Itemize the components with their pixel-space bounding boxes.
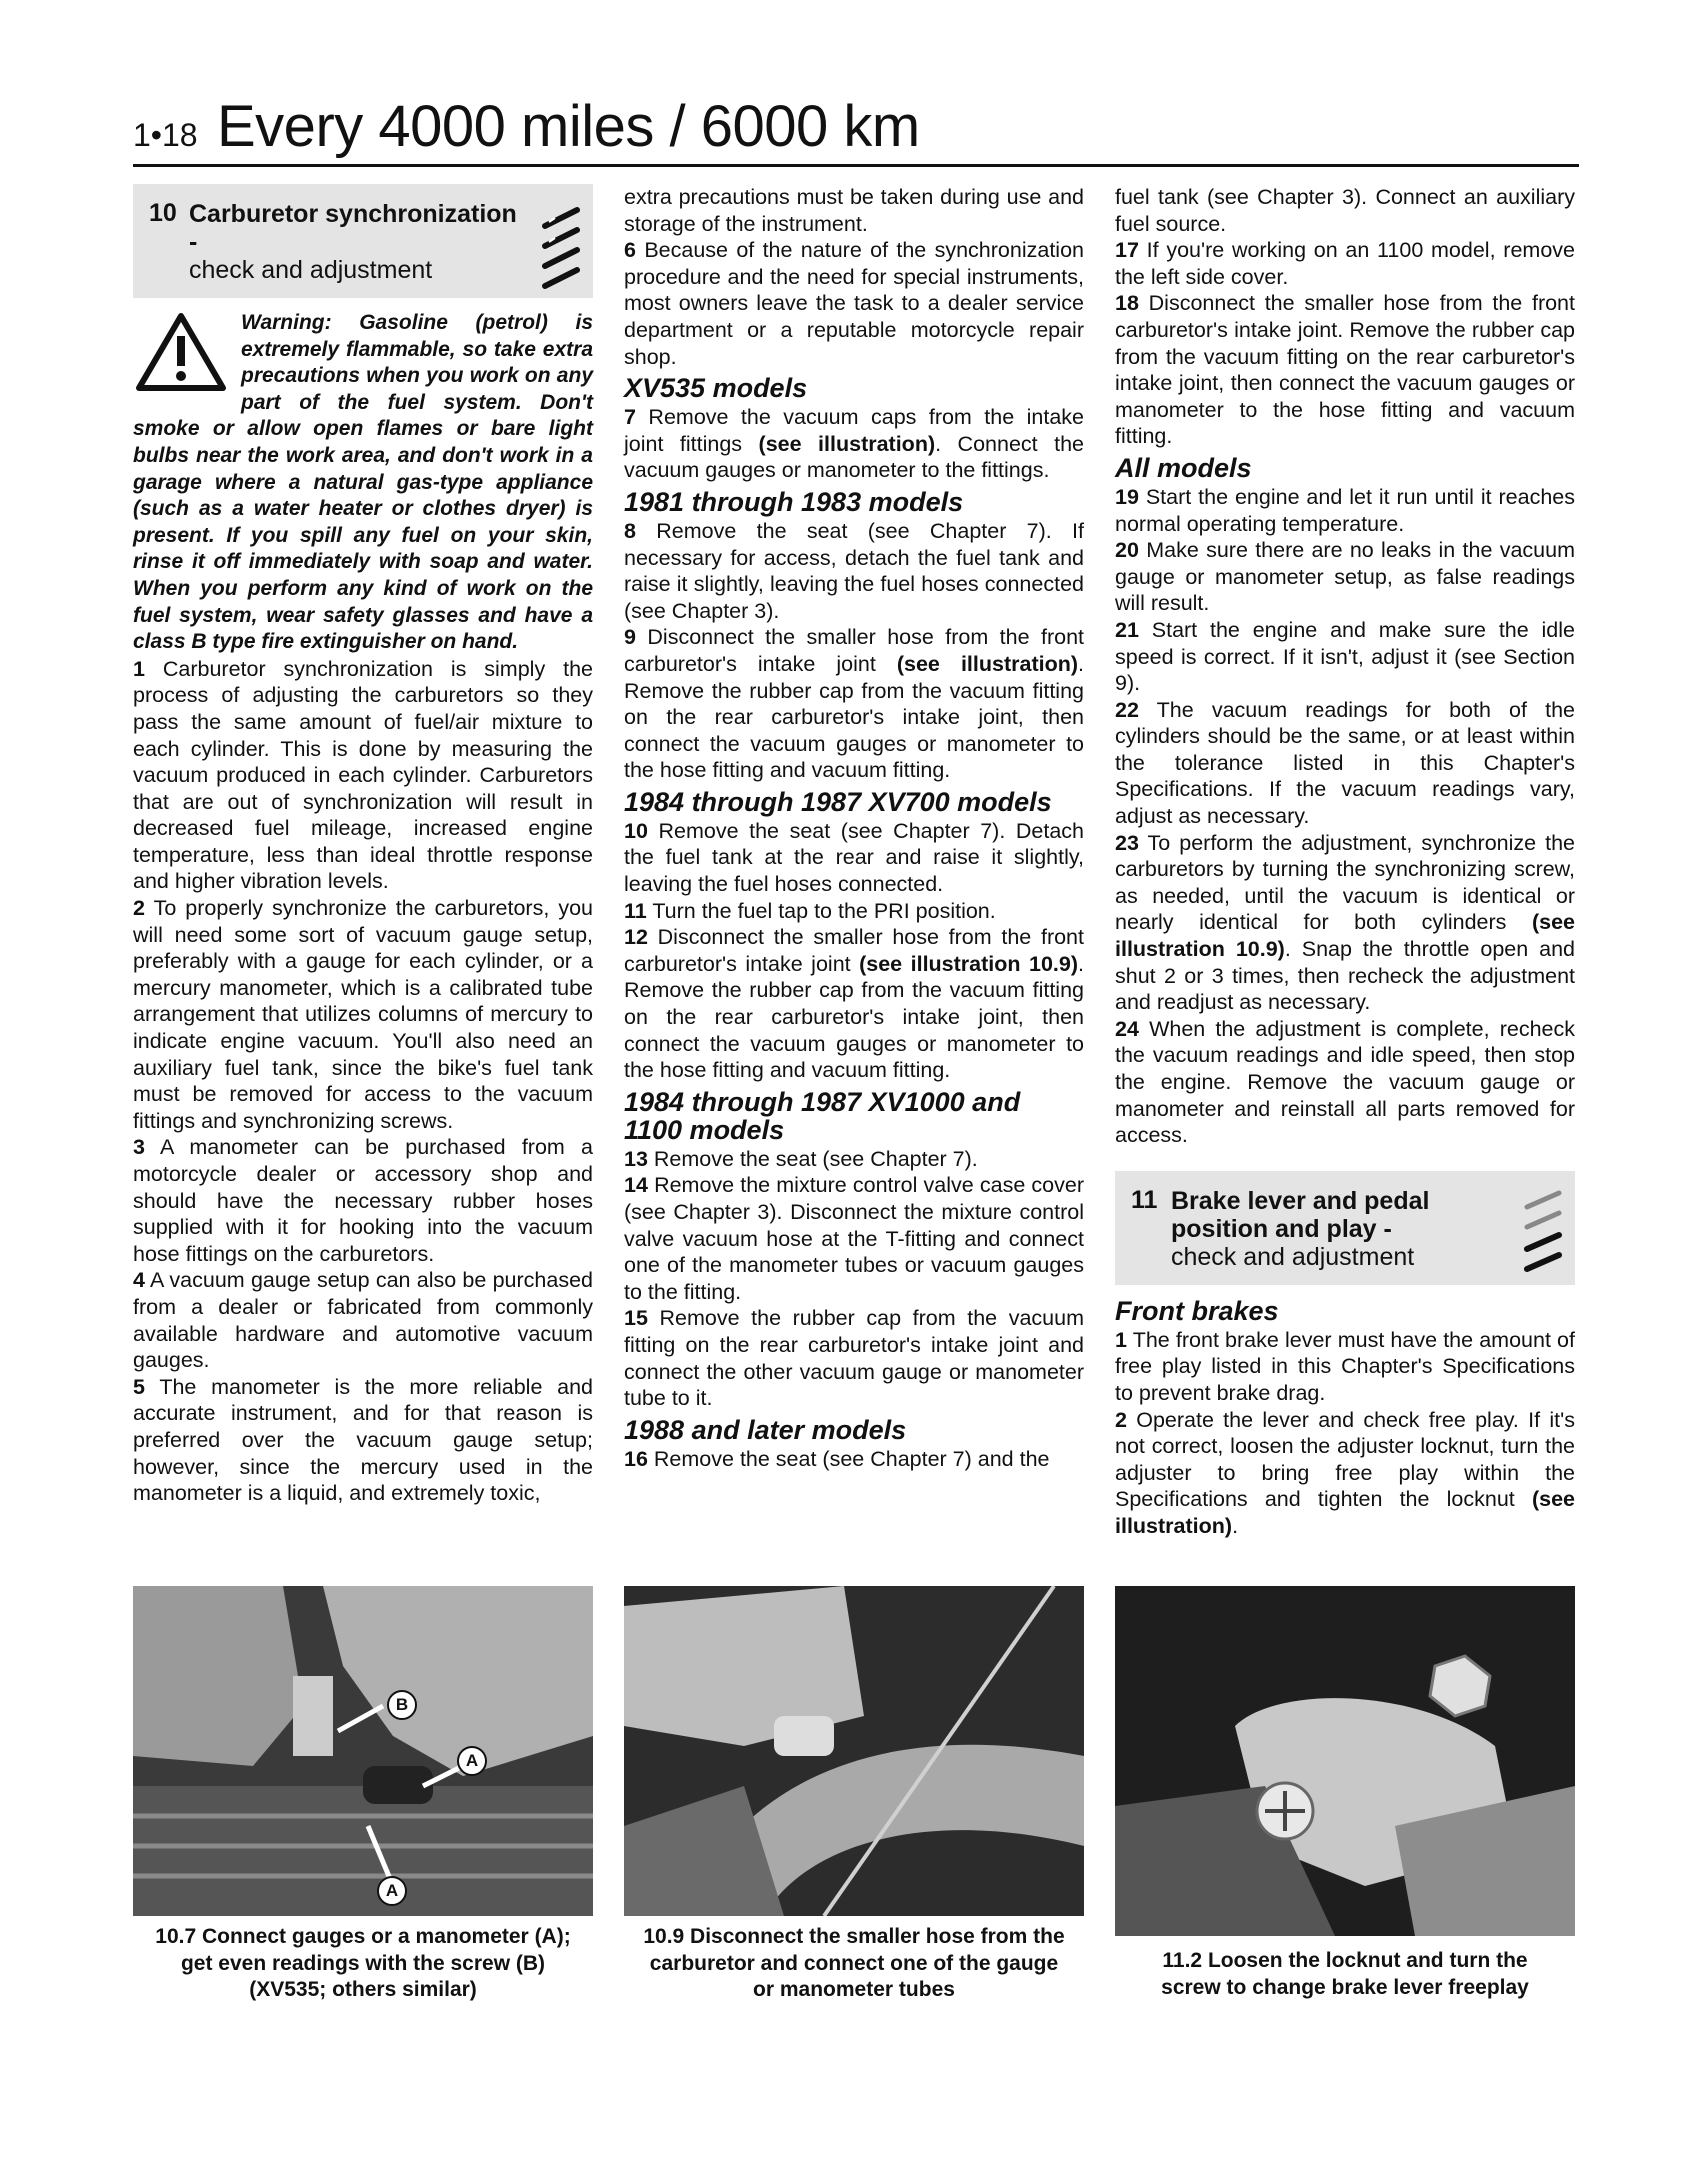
warning-block	[133, 310, 593, 656]
paragraph: 10 Remove the seat (see Chapter 7). Detach the fuel tank at the rear and raise it slightly, leaving the fuel hoses connected.	[624, 818, 1084, 897]
paragraph: 18 Disconnect the smaller hose from the front carburetor's intake joint. Remove the rubber cap from the vacuum fitting on the rear carburetor's intake joint, then connect the vacuum gauges or manometer to the hose fitting and vacuum fitting.	[1115, 291, 1575, 449]
section-title: Carburetor synchronization -	[189, 200, 517, 256]
figure-caption: 10.7 Connect gauges or a manometer (A); get even readings with the screw (B) (XV535; others similar)	[155, 1925, 571, 2002]
section-subtitle: check and adjustment	[1171, 1242, 1415, 1271]
subheading: 1984 through 1987 XV1000 and 1100 models	[624, 1086, 1021, 1145]
paragraph: 7 Remove the vacuum caps from the intake joint fittings (see illustration). Connect the vacuum gauges or manometer to the fittings.	[624, 405, 1085, 483]
subheading: All models	[1115, 452, 1252, 483]
paragraph: 16 Remove the seat (see Chapter 7) and the	[624, 1446, 1050, 1471]
subheading: XV535 models	[624, 373, 808, 404]
paragraph: 1 Carburetor synchronization is simply the process of adjusting the carburetors so they pass the same amount of fuel/air mixture to each cylinder. This is done by measuring the vacuum produced in each cylinder. Carburetors that are out of synchronization will result in decreased fuel mileage, increased engine temperature, less than ideal throttle response and higher vibration levels.	[133, 656, 593, 894]
section-number: 11	[1131, 1185, 1158, 1214]
paragraph: 20 Make sure there are no leaks in the vacuum gauge or manometer setup, as false readings will result.	[1115, 538, 1575, 616]
figure-label-a: A	[457, 1746, 487, 1776]
warning-triangle-icon	[135, 312, 227, 392]
warning-text: Warning: Gasoline (petrol) is extremely flammable, so take extra precautions when you work on any part of the fuel system. Don't smoke or allow open flames or bare light bulbs near the work area, and don't work in a garage where a natural gas-type appliance (such as a water heater or clothes dryer) is present. If you spill any fuel on your skin, rinse it off immediately with soap and water. When you perform any kind of work on the fuel system, wear safety glasses and have a class B type fire extinguisher on hand.	[133, 311, 593, 654]
paragraph: 3 A manometer can be purchased from a motorcycle dealer or accessory shop and should have the necessary rubber hoses supplied with it for hooking into the vacuum hose fittings on the carburetors.	[133, 1135, 593, 1266]
paragraph: 22 The vacuum readings for both of the cylinders should be the same, or at least within the tolerance listed in this Chapter's Specifications. If the vacuum readings vary, adjust as necessary.	[1115, 697, 1575, 829]
subheading: 1988 and later models	[624, 1414, 907, 1445]
paragraph: 1 The front brake lever must have the amount of free play listed in this Chapter's Specifications to prevent brake drag.	[1115, 1327, 1575, 1405]
figure-caption: 10.9 Disconnect the smaller hose from the carburetor and connect one of the gauge or manometer tubes	[643, 1925, 1065, 2002]
section-10-heading	[133, 184, 593, 298]
column-3	[1115, 184, 1575, 1540]
subheading: 1981 through 1983 models	[624, 486, 964, 517]
section-11-heading	[1115, 1171, 1575, 1285]
paragraph: 14 Remove the mixture control valve case cover (see Chapter 3). Disconnect the mixture control valve vacuum hose at the T-fitting and connect one of the manometer tubes or vacuum gauges to the fitting.	[624, 1173, 1084, 1304]
paragraph: 8 Remove the seat (see Chapter 7). If necessary for access, detach the fuel tank and raise it slightly, leaving the fuel hoses connected (see Chapter 3).	[624, 518, 1084, 623]
paragraph: 15 Remove the rubber cap from the vacuum fitting on the rear carburetor's intake joint and connect the other vacuum gauge or manometer tube to it.	[624, 1306, 1084, 1411]
page-title: Every 4000 miles / 6000 km	[217, 94, 920, 159]
paragraph: 12 Disconnect the smaller hose from the front carburetor's intake joint (see illustration 10.9). Remove the rubber cap from the vacuum fitting on the rear carburetor's intake joint, then connect the vacuum gauges or manometer to the hose fitting and vacuum fitting.	[624, 925, 1084, 1083]
figure-10-7-photo	[133, 1586, 593, 1916]
paragraph: fuel tank (see Chapter 3). Connect an auxiliary fuel source.	[1115, 185, 1575, 236]
paragraph: 19 Start the engine and let it run until it reaches normal operating temperature.	[1115, 484, 1575, 536]
paragraph: 4 A vacuum gauge setup can also be purchased from a dealer or fabricated from commonly available hardware and automotive vacuum gauges.	[133, 1268, 593, 1373]
paragraph: extra precautions must be taken during use and storage of the instrument.	[624, 185, 1084, 236]
page-header	[133, 92, 1579, 167]
figure-label-b: B	[387, 1690, 417, 1720]
paragraph: 24 When the adjustment is complete, recheck the vacuum readings and idle speed, then stop the engine. Remove the vacuum gauge or manometer and reinstall all parts removed for access.	[1115, 1016, 1575, 1148]
paragraph: 11 Turn the fuel tap to the PRI position.	[624, 898, 996, 923]
paragraph: 2 Operate the lever and check free play. If it's not correct, loosen the adjuster locknut, turn the adjuster to bring free play within the Specifications and tighten the locknut (see illustration).	[1115, 1407, 1575, 1538]
column-2	[624, 184, 1084, 1472]
figure-11-2-photo	[1115, 1586, 1575, 1936]
paragraph: 2 To properly synchronize the carburetors, you will need some sort of vacuum gauge setup, preferably with a gauge for each cylinder, or a mercury manometer, which is a calibrated tube arrangement that utilizes columns of mercury to indicate engine vacuum. You'll also need an auxiliary fuel tank, since the bike's fuel tank must be removed for access to the vacuum fittings and synchronizing screws.	[133, 896, 593, 1133]
subheading: Front brakes	[1115, 1295, 1279, 1326]
paragraph: 23 To perform the adjustment, synchronize the carburetors by turning the synchronizing screw, as needed, until the vacuum is identical or nearly identical for both cylinders (see illustration 10.9). Snap the throttle open and shut 2 or 3 times, then recheck the adjustment and readjust as necessary.	[1115, 830, 1576, 1015]
paragraph: 5 The manometer is the more reliable and accurate instrument, and for that reason is preferred over the vacuum gauge setup; however, since the mercury used in the manometer is a liquid, and extremely toxic,	[133, 1374, 594, 1506]
section-number: 10	[149, 199, 177, 227]
page-number: 1•18	[133, 117, 198, 153]
subheading: 1984 through 1987 XV700 models	[624, 786, 1052, 817]
section-subtitle: check and adjustment	[189, 256, 433, 284]
section-title: Brake lever and pedal	[1171, 1186, 1430, 1215]
paragraph: 21 Start the engine and make sure the idle speed is correct. If it isn't, adjust it (see Section 9).	[1115, 617, 1575, 696]
figure-caption: 11.2 Loosen the locknut and turn the screw to change brake lever freeplay	[1161, 1949, 1529, 1999]
figure-10-9-photo	[624, 1586, 1084, 1916]
spanner-rating-icon	[539, 196, 585, 306]
column-1	[133, 184, 593, 1507]
figure-label-a: A	[377, 1876, 407, 1906]
paragraph: 17 If you're working on an 1100 model, remove the left side cover.	[1115, 238, 1575, 289]
paragraph: 13 Remove the seat (see Chapter 7).	[624, 1146, 978, 1171]
spanner-rating-icon	[1521, 1183, 1567, 1287]
paragraph: 6 Because of the nature of the synchronization procedure and the need for special instruments, most owners leave the task to a dealer service department or a reputable motorcycle repair shop.	[624, 238, 1084, 369]
section-title: position and play -	[1171, 1214, 1392, 1243]
paragraph: 9 Disconnect the smaller hose from the front carburetor's intake joint (see illustration). Remove the rubber cap from the vacuum fitting on the rear carburetor's intake joint, then connect the vacuum gauges or manometer to the hose fitting and vacuum fitting.	[624, 625, 1085, 783]
